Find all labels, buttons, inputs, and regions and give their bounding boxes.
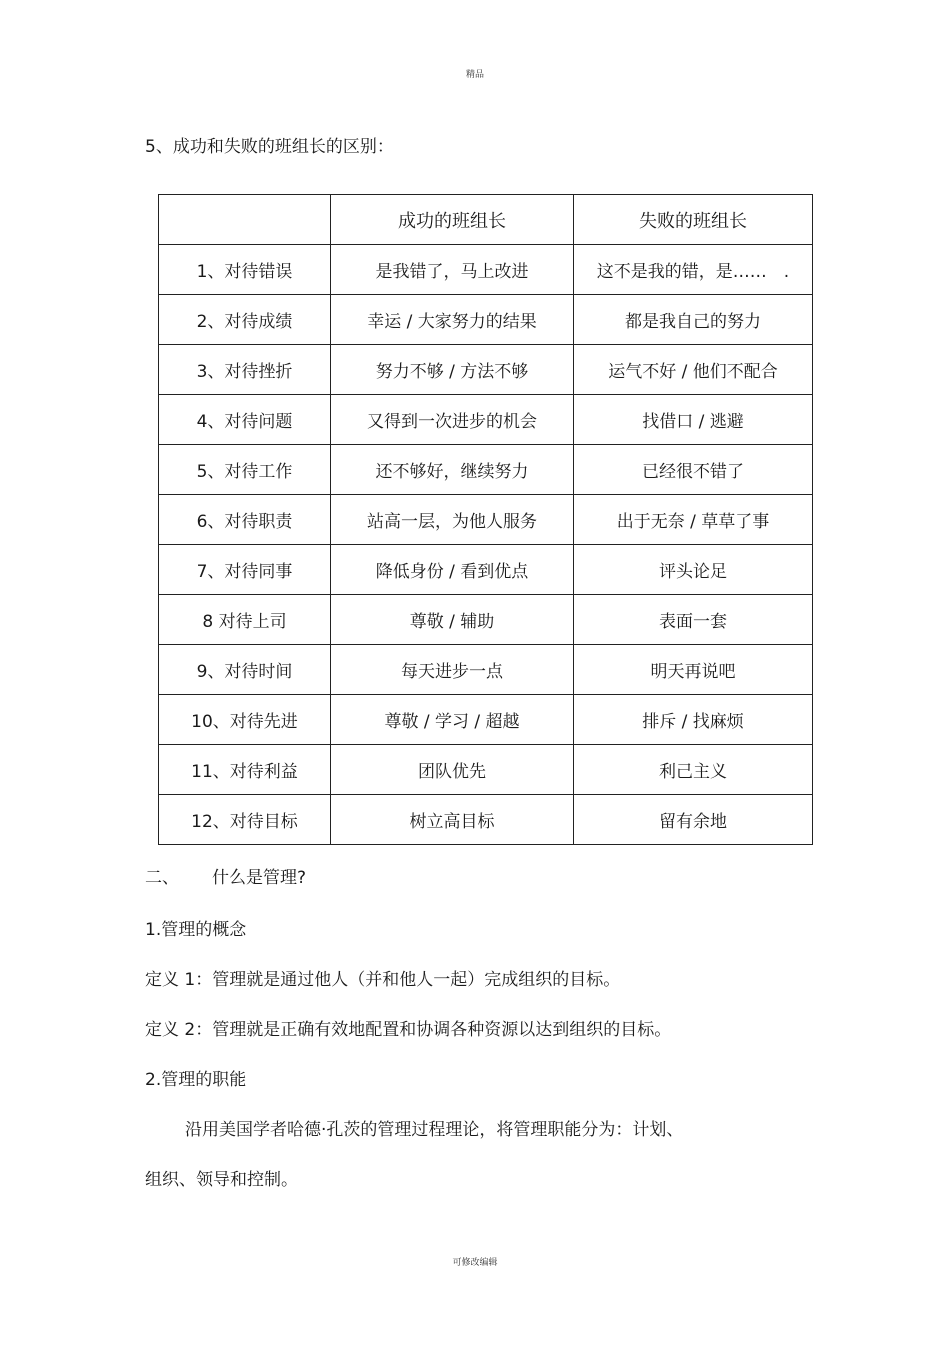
success-cell: 站高一层，为他人服务	[331, 495, 574, 545]
part2-heading	[145, 863, 306, 888]
success-cell: 尊敬 / 学习 / 超越	[331, 695, 574, 745]
row-label-cell: 10、对待先进	[159, 695, 331, 745]
success-cell: 幸运 / 大家努力的结果	[331, 295, 574, 345]
table-row	[159, 345, 813, 395]
success-cell: 是我错了，马上改进	[331, 245, 574, 295]
failure-cell: 利己主义	[574, 745, 813, 795]
row-label-cell: 3、对待挫折	[159, 345, 331, 395]
table-row	[159, 795, 813, 845]
table-row	[159, 745, 813, 795]
success-cell: 每天进步一点	[331, 645, 574, 695]
table-header-cell: 失败的班组长	[574, 195, 813, 245]
failure-cell: 评头论足	[574, 545, 813, 595]
failure-cell: 留有余地	[574, 795, 813, 845]
failure-cell: 都是我自己的努力	[574, 295, 813, 345]
failure-cell: 已经很不错了	[574, 445, 813, 495]
function-text-line-2: 组织、领导和控制。	[145, 1170, 298, 1190]
failure-cell: 表面一套	[574, 595, 813, 645]
failure-cell: 明天再说吧	[574, 645, 813, 695]
function-text-line-1: 沿用美国学者哈德·孔茨的管理过程理论，将管理职能分为：计划、	[185, 1120, 684, 1140]
part2-number: 二、	[145, 868, 179, 888]
failure-cell: 排斥 / 找麻烦	[574, 695, 813, 745]
row-label-cell: 4、对待问题	[159, 395, 331, 445]
part2-title: 什么是管理?	[212, 868, 307, 888]
table-row	[159, 245, 813, 295]
table-header-row	[159, 195, 813, 245]
table-row	[159, 495, 813, 545]
row-label-cell: 8 对待上司	[159, 595, 331, 645]
table-row	[159, 295, 813, 345]
definition-2: 定义 2：管理就是正确有效地配置和协调各种资源以达到组织的目标。	[145, 1020, 672, 1040]
row-label-cell: 9、对待时间	[159, 645, 331, 695]
row-label-cell: 2、对待成绩	[159, 295, 331, 345]
table-row	[159, 445, 813, 495]
success-cell: 团队优先	[331, 745, 574, 795]
table-header-cell: 成功的班组长	[331, 195, 574, 245]
success-cell: 又得到一次进步的机会	[331, 395, 574, 445]
section-title: 5、成功和失败的班组长的区别：	[145, 137, 394, 157]
row-label-cell: 5、对待工作	[159, 445, 331, 495]
success-cell: 还不够好，继续努力	[331, 445, 574, 495]
row-label-cell: 6、对待职责	[159, 495, 331, 545]
table-header-cell	[159, 195, 331, 245]
footer-mark: 可修改编辑	[452, 1258, 498, 1268]
definition-1: 定义 1：管理就是通过他人（并和他人一起）完成组织的目标。	[145, 970, 621, 990]
table-row	[159, 595, 813, 645]
concept-heading: 1.管理的概念	[145, 920, 247, 940]
table-row	[159, 395, 813, 445]
success-cell: 降低身份 / 看到优点	[331, 545, 574, 595]
function-heading: 2.管理的职能	[145, 1070, 247, 1090]
header-mark: 精品	[465, 70, 484, 80]
success-cell: 努力不够 / 方法不够	[331, 345, 574, 395]
failure-cell: 找借口 / 逃避	[574, 395, 813, 445]
row-label-cell: 7、对待同事	[159, 545, 331, 595]
failure-cell: 这不是我的错，是…… .	[574, 245, 813, 295]
row-label-cell: 11、对待利益	[159, 745, 331, 795]
comparison-table	[158, 194, 813, 845]
failure-cell: 运气不好 / 他们不配合	[574, 345, 813, 395]
table-row	[159, 545, 813, 595]
table-row	[159, 695, 813, 745]
failure-cell: 出于无奈 / 草草了事	[574, 495, 813, 545]
row-label-cell: 12、对待目标	[159, 795, 331, 845]
table-row	[159, 645, 813, 695]
row-label-cell: 1、对待错误	[159, 245, 331, 295]
success-cell: 尊敬 / 辅助	[331, 595, 574, 645]
success-cell: 树立高目标	[331, 795, 574, 845]
